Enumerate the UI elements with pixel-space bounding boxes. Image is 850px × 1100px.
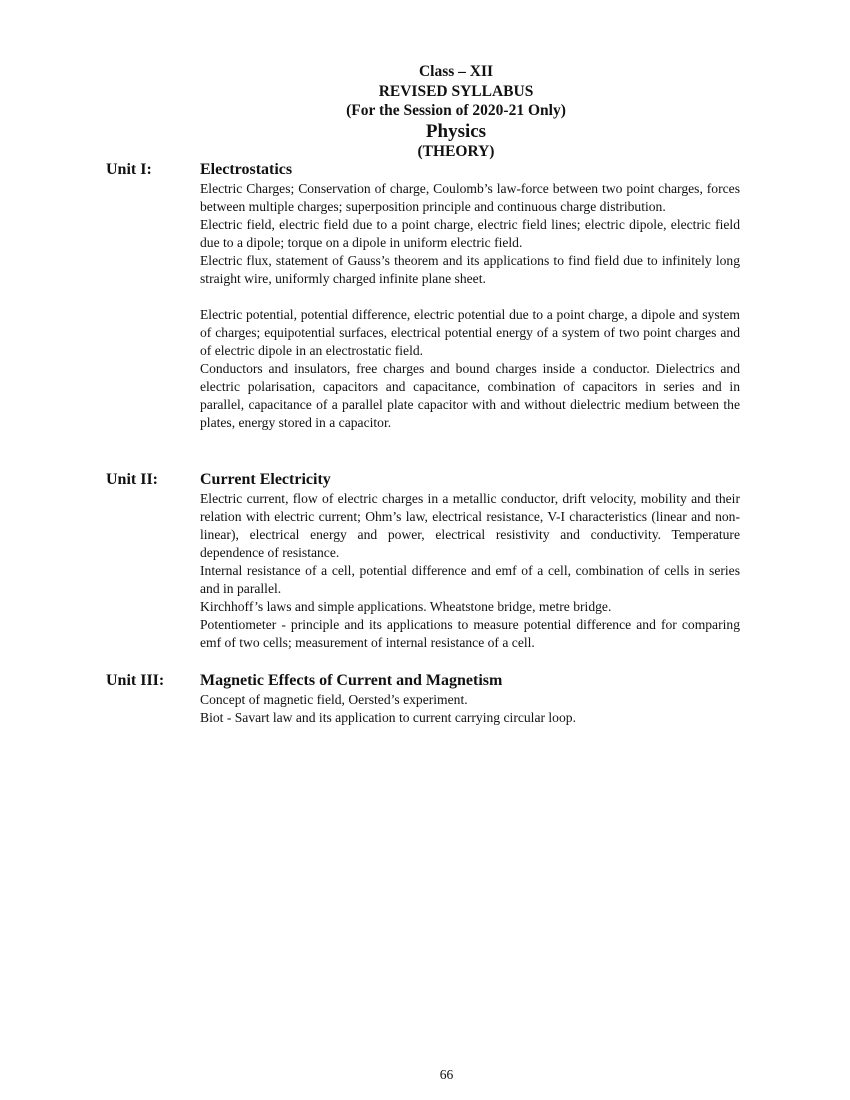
- unit-title: Electrostatics: [200, 161, 293, 178]
- unit-content: [200, 691, 740, 727]
- unit-label: Unit II:: [106, 471, 159, 488]
- revised-syllabus-heading: REVISED SYLLABUS: [378, 82, 534, 100]
- document-header: [0, 62, 850, 161]
- page-number: 66: [439, 1067, 454, 1082]
- unit-paragraph: Internal resistance of a cell, potential difference and emf of a cell, combination of cells in series and in parallel.: [200, 563, 740, 596]
- unit-paragraph: Kirchhoff’s laws and simple applications. Wheatstone bridge, metre bridge.: [200, 599, 612, 614]
- unit-2: [106, 470, 740, 652]
- unit-label: Unit I:: [106, 161, 152, 178]
- unit-paragraph: Electric Charges; Conservation of charge, Coulomb’s law-force between two point charges, forces between multiple charges; superposition principle and continuous charge distribution.: [200, 181, 740, 214]
- unit-paragraph: Concept of magnetic field, Oersted’s experiment.: [200, 692, 468, 707]
- unit-title: Current Electricity: [200, 471, 331, 488]
- unit-paragraph: Biot - Savart law and its application to current carrying circular loop.: [200, 710, 576, 725]
- unit-content: [200, 490, 740, 652]
- unit-3: [106, 671, 740, 727]
- subject-heading: Physics: [425, 120, 487, 142]
- unit-title: Magnetic Effects of Current and Magnetism: [200, 672, 503, 689]
- class-heading: Class – XII: [418, 63, 494, 80]
- unit-1: [106, 160, 740, 432]
- unit-paragraph: Potentiometer - principle and its applications to measure potential difference and for comparing emf of two cells; measurement of internal resistance of a cell.: [200, 617, 740, 650]
- unit-label: Unit III:: [106, 672, 165, 689]
- paragraph-gap: [200, 288, 740, 306]
- unit-content: [200, 180, 740, 432]
- unit-paragraph: Electric current, flow of electric charges in a metallic conductor, drift velocity, mobility and their relation with electric current; Ohm’s law, electrical resistance, V-I characteristics (linear and non-linear), electrical energy and power, electrical resistivity and conductivity. Temperature dependence of resistance.: [200, 491, 740, 560]
- unit-paragraph: Electric field, electric field due to a point charge, electric field lines; electric dipole, electric field due to a dipole; torque on a dipole in uniform electric field.: [200, 217, 740, 250]
- theory-heading: (THEORY): [417, 142, 495, 160]
- unit-paragraph: Electric flux, statement of Gauss’s theorem and its applications to find field due to infinitely long straight wire, uniformly charged infinite plane sheet.: [200, 253, 740, 286]
- unit-paragraph: Conductors and insulators, free charges and bound charges inside a conductor. Dielectrics and electric polarisation, capacitors and capacitance, combination of capacitors in series and in parallel, capacitance of a parallel plate capacitor with and without dielectric medium between the plates, energy stored in a capacitor.: [200, 361, 740, 430]
- unit-paragraph: Electric potential, potential difference, electric potential due to a point charge, a dipole and system of charges; equipotential surfaces, electrical potential energy of a system of two point charges and of electric dipole in an electrostatic field.: [200, 307, 740, 358]
- session-heading: (For the Session of 2020-21 Only): [346, 102, 566, 119]
